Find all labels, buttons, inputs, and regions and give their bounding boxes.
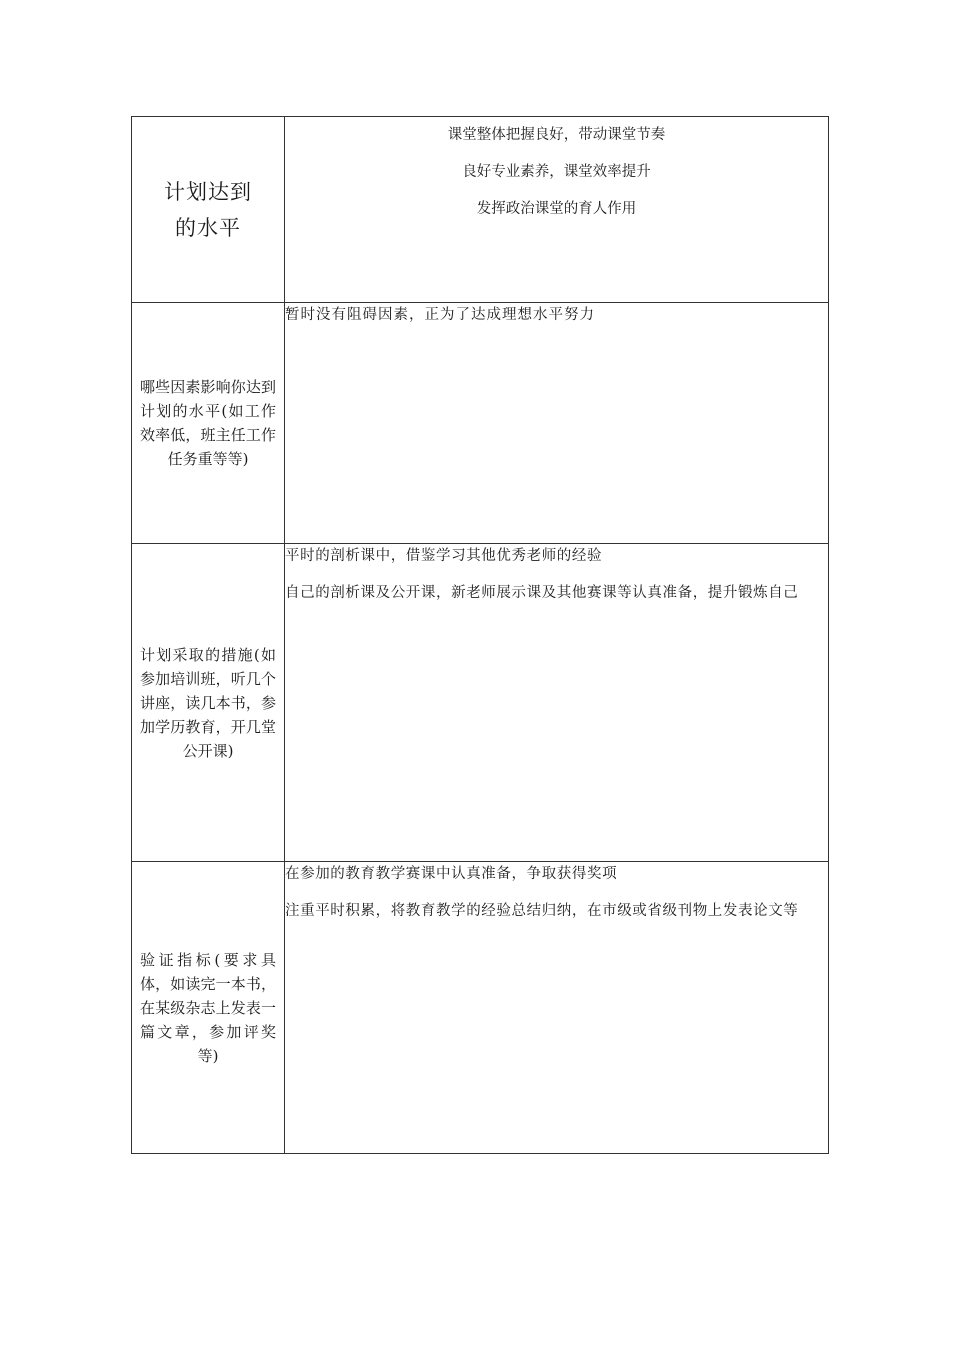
content-line: 课堂整体把握良好，带动课堂节奏 [447,127,666,143]
table-row [132,117,829,303]
row-label-cell [132,303,285,544]
content-line: 平时的剖析课中，借鉴学习其他优秀老师的经验 [285,548,603,564]
content-line: 暂时没有阻碍因素，正为了达成理想水平努力 [285,307,595,323]
row-label: 验证指标(要求具体，如读完一本书，在某级杂志上发表一篇文章，参加评奖等) [140,950,276,1065]
content-line: 良好专业素养，课堂效率提升 [462,164,651,180]
row-content-cell [285,544,829,862]
row-content-cell [285,862,829,1154]
row-label-cell [132,117,285,303]
table-row [132,862,829,1154]
row-label: 计划采取的措施(如参加培训班，听几个讲座，读几本书，参加学历教育，开几堂公开课) [140,645,276,760]
content-line: 在参加的教育教学赛课中认真准备，争取获得奖项 [285,866,618,882]
row-label-cell [132,862,285,1154]
table-row [132,303,829,544]
content-line: 注重平时积累，将教育教学的经验总结归纳，在市级或省级刊物上发表论文等 [285,903,799,919]
row-label: 哪些因素影响你达到计划的水平(如工作效率低，班主任工作任务重等等) [140,378,276,468]
content-line: 发挥政治课堂的育人作用 [476,201,637,217]
row-content-cell [285,117,829,303]
plan-table [131,116,829,1154]
content-line: 自己的剖析课及公开课，新老师展示课及其他赛课等认真准备，提升锻炼自己 [285,585,799,601]
row-label: 计划达到 的水平 [164,179,252,240]
row-content-cell [285,303,829,544]
table-row [132,544,829,862]
row-label-cell [132,544,285,862]
